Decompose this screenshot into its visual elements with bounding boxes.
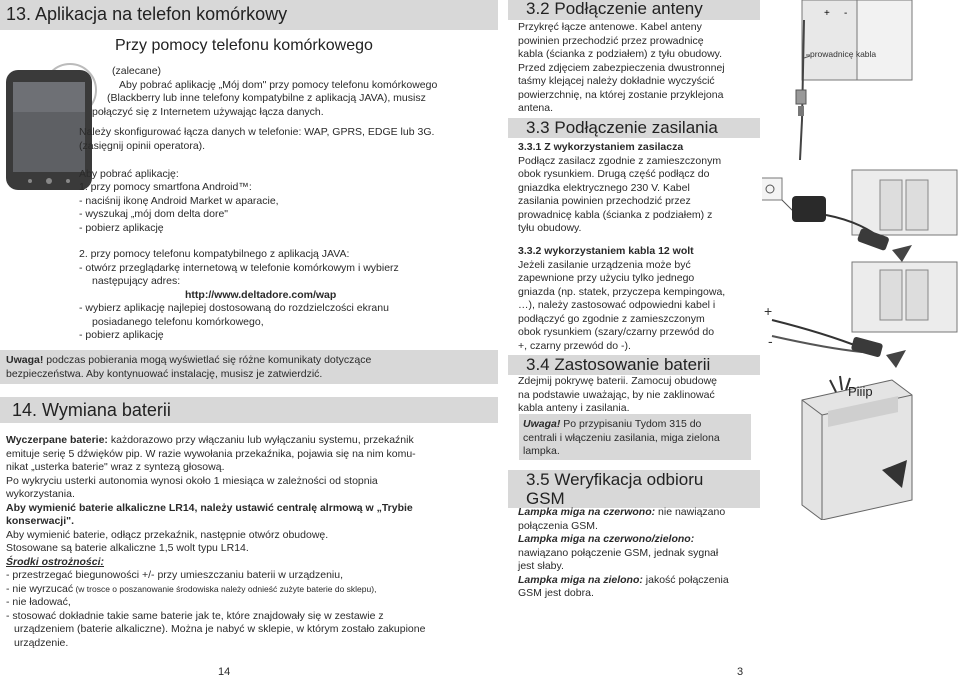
precaution-line: - stosować dokładnie takie same baterie jak te, które znajdowały się w zestawie z [6, 609, 384, 622]
section-14-header [0, 397, 498, 423]
java-line: następujący adres: [92, 275, 181, 287]
cable-guide-label: prowadnicę kabla [810, 49, 877, 59]
battery-use-line: kabla anteny i zasilania. [518, 402, 630, 414]
led-red-text: nie nawiązano [655, 506, 726, 518]
section-35-header [508, 470, 760, 508]
minus-label: - [844, 8, 848, 19]
section-13-title: 13. Aplikacja na telefon komórkowy [6, 4, 288, 24]
section-32-header [508, 0, 760, 20]
android-line: 1. przy pomocy smartfona Android™: [79, 181, 252, 193]
section-32-title: 3.2 Podłączenie anteny [526, 0, 703, 18]
power-line: tyłu obudowy. [518, 222, 582, 234]
power-line: prowadnicę kabla (ścianka z podziałem) z [518, 208, 713, 221]
led-rg-line: jest słaby. [518, 560, 564, 572]
download-label: Aby pobrać aplikację: [79, 168, 179, 180]
led-red-green-label: Lampka miga na czerwono/zielono: [518, 533, 695, 545]
java-line: - pobierz aplikację [79, 329, 164, 341]
java-line: 2. przy pomocy telefonu kompatybilnego z aplikacją JAVA: [79, 248, 350, 260]
note-box [519, 414, 751, 460]
battery-block [6, 434, 498, 650]
battery-use-line: na podstawie uważając, by nie zaklinować [518, 388, 715, 401]
battery-use-block [518, 375, 763, 416]
arrow-icon [892, 245, 912, 262]
android-steps [79, 181, 499, 235]
warning-box [0, 350, 498, 384]
battery-label: Wyczerpane baterie: [6, 434, 108, 446]
led-green-text: jakość połączenia [642, 573, 729, 586]
antenna-line: kabla (ścianka z podziałem) z tyłu obudowy. [518, 48, 723, 60]
battery-text: każdorazowo przy włączaniu lub wyłączaniu systemu, przekaźnik [107, 434, 414, 446]
cable-line: +, czarny przewód do -). [518, 339, 631, 352]
antenna-line: taśmy klejącej należy dokładnie wyczyścić [518, 75, 715, 87]
battery-bold-line: Aby wymienić baterie alkaliczne LR14, należy ustawić centralę alrmową w „Trybie [6, 501, 413, 514]
section-34-title: 3.4 Zastosowanie baterii [526, 355, 711, 374]
section-13-header [0, 0, 498, 30]
android-line: - pobierz aplikację [79, 221, 164, 234]
warning-label: Uwaga! [6, 354, 44, 366]
led-rg-line: nawiązano połączenie GSM, jednak sygnał [518, 546, 719, 559]
battery-line: Aby wymienić baterie, odłącz przekaźnik, następnie otwórz obudowę. [6, 528, 329, 541]
cable-line: Jeżeli zasilanie urządzenia może być [518, 258, 691, 271]
section-35-title-2: GSM [526, 489, 565, 508]
java-line: posiadanego telefonu komórkowego, [92, 315, 264, 328]
wap-address: http://www.deltadore.com/wap [185, 288, 337, 301]
antenna-line: antena. [518, 102, 554, 114]
note-text: Po przypisaniu Tydom 315 do [560, 418, 702, 430]
antenna-block [518, 21, 763, 116]
antenna-line: powierzchnię, na której zostanie przyklejona [518, 88, 724, 101]
antenna-line: Przed zdjęciem zabezpieczenia dwustronnej [518, 61, 725, 74]
intro-block [92, 65, 497, 119]
intro-line: (zalecane) [112, 65, 162, 77]
installation-illustrations [762, 0, 960, 520]
power-line: Podłącz zasilacz zgodnie z zamieszczonym [518, 154, 722, 167]
precautions-title: Środki ostrożności: [6, 555, 105, 568]
battery-line: emituje serię 5 dźwięków pip. W razie wywołania przekaźnika, pojawia się na nim komu- [6, 447, 416, 460]
precaution-line: - przestrzegać biegunowości +/- przy umieszczaniu baterii w urządzeniu, [6, 569, 344, 581]
java-steps [79, 248, 499, 343]
battery-line: wykorzystania. [6, 488, 75, 500]
section-35-title: 3.5 Weryfikacja odbioru [526, 470, 704, 489]
java-line: - wybierz aplikację najlepiej dostosowaną do rozdzielczości ekranu [79, 302, 389, 314]
power-line: obok rysunkiem. Drugą część podłącz do [518, 168, 710, 180]
intro-line: połączyć się z Internetem używając łącza danych. [92, 105, 324, 118]
battery-line: nikat „usterka baterie" wraz z syntezą głosową. [6, 461, 225, 473]
power-line: gniazdka elektrycznego 230 V. Kabel [518, 181, 690, 194]
precaution-line: - nie wyrzucać [6, 582, 74, 595]
section-34-header [508, 355, 760, 375]
antenna-line: Przykręć łącze antenowe. Kabel anteny [518, 21, 702, 33]
page-number-right: 3 [737, 666, 744, 678]
intro-line: Aby pobrać aplikację „Mój dom" przy pomocy telefonu komórkowego [119, 78, 438, 91]
cable-line: gniazda (np. statek, przyczepa kempingowa, [518, 285, 726, 298]
subtitle: Przy pomocy telefonu komórkowego [115, 37, 373, 54]
minus-sign-label: - [768, 333, 773, 349]
intro-line: (Blackberry lub inne telefony kompatybilne z aplikacją JAVA), musisz [107, 92, 426, 104]
antenna-line: powinien przechodzić przez prowadnicę [518, 34, 704, 47]
dc-cable-illustration [772, 262, 957, 368]
note-line: centrali i włączeniu zasilania, miga zielona [523, 431, 720, 444]
page-number-left: 14 [218, 666, 231, 678]
battery-use-line: Zdejmij pokrywę baterii. Zamocuj obudowę [518, 375, 718, 387]
precaution-line: urządzeniem (baterie alkaliczne). Można je nabyć w sklepie, w którym zostało zakupione [14, 623, 426, 635]
section-33-header [508, 118, 760, 138]
section-33-title: 3.3 Podłączenie zasilania [526, 118, 718, 137]
sound-icon [830, 376, 850, 392]
section-14-title: 14. Wymiana baterii [12, 400, 171, 420]
led-green-label: Lampka miga na zielono: [518, 573, 643, 586]
note-line: lampka. [523, 445, 560, 457]
led-green-line: GSM jest dobra. [518, 587, 594, 599]
warning-text-2: bezpieczeństwa. Aby kontynuować instalację, musisz je zatwierdzić. [6, 367, 323, 380]
sub-332-title: 3.3.2 wykorzystaniem kabla 12 wolt [518, 245, 694, 257]
android-line: - naciśnij ikonę Android Market w aparacie, [79, 194, 279, 207]
battery-line: Stosowane są baterie alkaliczne 1,5 wolt typu LR14. [6, 542, 249, 554]
led-red-label: Lampka miga na czerwono: [518, 506, 656, 518]
power-supply-block [518, 141, 763, 236]
java-line: - otwórz przeglądarkę internetową w telefonie komórkowym i wybierz [79, 261, 399, 274]
note-label: Uwaga! [523, 418, 561, 430]
sub-331-title: 3.3.1 Z wykorzystaniem zasilacza [518, 141, 684, 153]
cable-line: …), należy zastosować odpowiedni kabel i [518, 299, 716, 311]
config-block [79, 126, 499, 153]
cable-line: zapewnione przy użyciu tylko jednego [518, 272, 695, 284]
cable-block [518, 245, 763, 353]
cable-line: obok rysunkiem (szary/czarny przewód do [518, 326, 715, 338]
wall-socket-icon [762, 178, 782, 200]
cable-line: podłączyć go zgodnie z zamieszczonym [518, 312, 705, 325]
led-status-block [518, 506, 763, 601]
power-adapter-illustration [762, 170, 957, 262]
config-line: (zasięgnij opinii operatora). [79, 139, 206, 152]
battery-bold-line: konserwacji". [6, 515, 75, 527]
plus-label: + [824, 8, 830, 19]
power-line: zasilania powinien przechodzić przez [518, 195, 691, 207]
arrow-icon [886, 350, 906, 368]
beep-label: Piiip [848, 384, 873, 399]
plus-sign-label: + [764, 303, 773, 319]
config-line: Należy skonfigurować łącza danych w telefonie: WAP, GPRS, EDGE lub 3G. [79, 126, 435, 138]
precaution-small: (w trosce o poszanowanie środowiska należy odnieść zużyte baterie do sklepu), [73, 583, 377, 594]
led-red-line: połączenia GSM. [518, 519, 598, 532]
warning-text: podczas pobierania mogą wyświetlać się różne komunikaty dotyczące [43, 354, 372, 366]
battery-line: Po wykryciu usterki autonomia wynosi około 1 miesiąca w zależności od stopnia [6, 474, 378, 487]
precaution-line: - nie ładować, [6, 596, 71, 608]
antenna-cable-illustration [796, 0, 912, 160]
precaution-line: urządzenie. [14, 636, 69, 649]
android-line: - wyszukaj „mój dom delta dore" [79, 208, 229, 220]
